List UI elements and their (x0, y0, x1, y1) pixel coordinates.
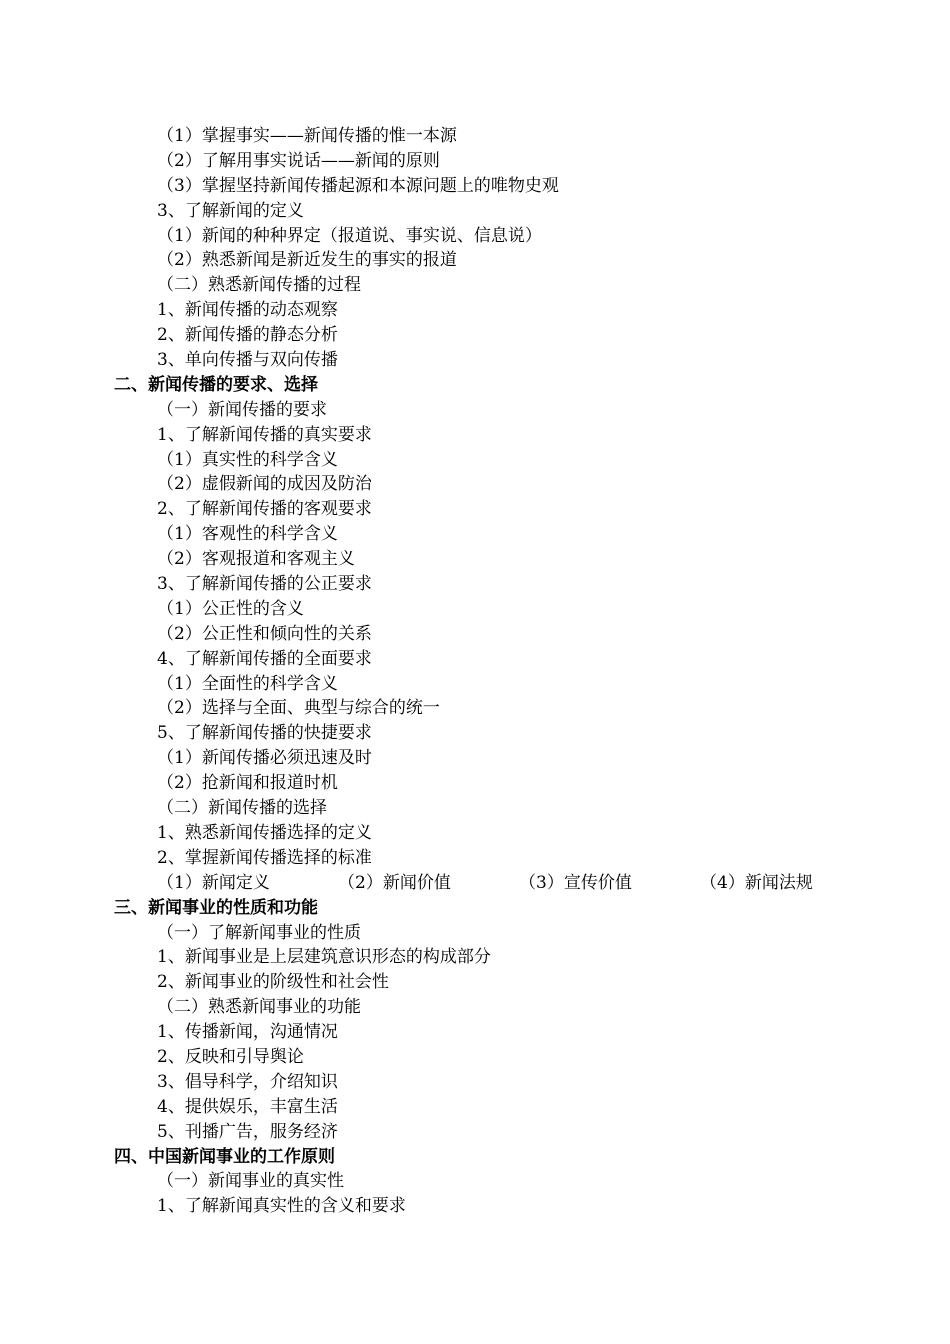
outline-item: （二）熟悉新闻事业的功能 (157, 997, 361, 1018)
criteria-item: （3）宣传价值 (519, 872, 632, 893)
criteria-item: （4）新闻法规 (700, 872, 813, 893)
outline-item: 2、反映和引导舆论 (157, 1046, 304, 1067)
criteria-item: （1）新闻定义 (157, 872, 270, 893)
outline-item: （一）新闻传播的要求 (157, 399, 327, 420)
section-heading: 二、新闻传播的要求、选择 (114, 374, 318, 395)
outline-item: （3）掌握坚持新闻传播起源和本源问题上的唯物史观 (157, 175, 559, 196)
outline-item: （二）新闻传播的选择 (157, 798, 327, 819)
outline-item: 2、掌握新闻传播选择的标准 (157, 847, 372, 868)
outline-item: 1、新闻事业是上层建筑意识形态的构成部分 (157, 947, 491, 968)
criteria-item: （2）新闻价值 (338, 872, 451, 893)
outline-item: 3、了解新闻传播的公正要求 (157, 574, 372, 595)
outline-item: （2）了解用事实说话——新闻的原则 (157, 150, 440, 171)
outline-item: （1）公正性的含义 (157, 598, 304, 619)
outline-item: 5、了解新闻传播的快捷要求 (157, 723, 372, 744)
outline-item: （2）客观报道和客观主义 (157, 549, 355, 570)
outline-item: 2、新闻事业的阶级性和社会性 (157, 972, 389, 993)
document-body (0, 124, 950, 1219)
outline-item: 2、新闻传播的静态分析 (157, 325, 338, 346)
outline-item: 5、刊播广告，服务经济 (157, 1121, 338, 1142)
outline-item: 1、了解新闻真实性的含义和要求 (157, 1196, 406, 1217)
outline-item: （1）掌握事实——新闻传播的惟一本源 (157, 126, 457, 146)
outline-item: （2）熟悉新闻是新近发生的事实的报道 (157, 250, 457, 271)
outline-item: 3、倡导科学，介绍知识 (157, 1071, 338, 1092)
outline-item: 4、了解新闻传播的全面要求 (157, 648, 372, 669)
outline-item: （二）熟悉新闻传播的过程 (157, 275, 361, 296)
outline-item: （1）新闻传播必须迅速及时 (157, 748, 372, 769)
outline-item: 3、单向传播与双向传播 (157, 350, 338, 371)
outline-item: （2）选择与全面、典型与综合的统一 (157, 698, 440, 719)
outline-item: 4、提供娱乐，丰富生活 (157, 1096, 338, 1117)
criteria-row (0, 871, 950, 896)
outline-item: （一）了解新闻事业的性质 (157, 922, 361, 943)
outline-item: （一）新闻事业的真实性 (157, 1171, 344, 1192)
outline-item: 1、传播新闻，沟通情况 (157, 1022, 338, 1043)
outline-item: （2）抢新闻和报道时机 (157, 773, 338, 794)
outline-item: 1、新闻传播的动态观察 (157, 300, 338, 321)
outline-item: （1）新闻的种种界定（报道说、事实说、信息说） (157, 225, 542, 246)
outline-item: 3、了解新闻的定义 (157, 200, 304, 221)
outline-item: 1、熟悉新闻传播选择的定义 (157, 822, 372, 843)
outline-item: （1）全面性的科学含义 (157, 673, 338, 694)
outline-item: 1、了解新闻传播的真实要求 (157, 424, 372, 445)
outline-item: （1）真实性的科学含义 (157, 449, 338, 470)
outline-item: （2）公正性和倾向性的关系 (157, 623, 372, 644)
outline-item: （1）客观性的科学含义 (157, 524, 338, 545)
section-heading: 四、中国新闻事业的工作原则 (114, 1146, 335, 1167)
section-heading: 三、新闻事业的性质和功能 (114, 897, 318, 918)
outline-item: （2）虚假新闻的成因及防治 (157, 474, 372, 495)
outline-item: 2、了解新闻传播的客观要求 (157, 499, 372, 520)
